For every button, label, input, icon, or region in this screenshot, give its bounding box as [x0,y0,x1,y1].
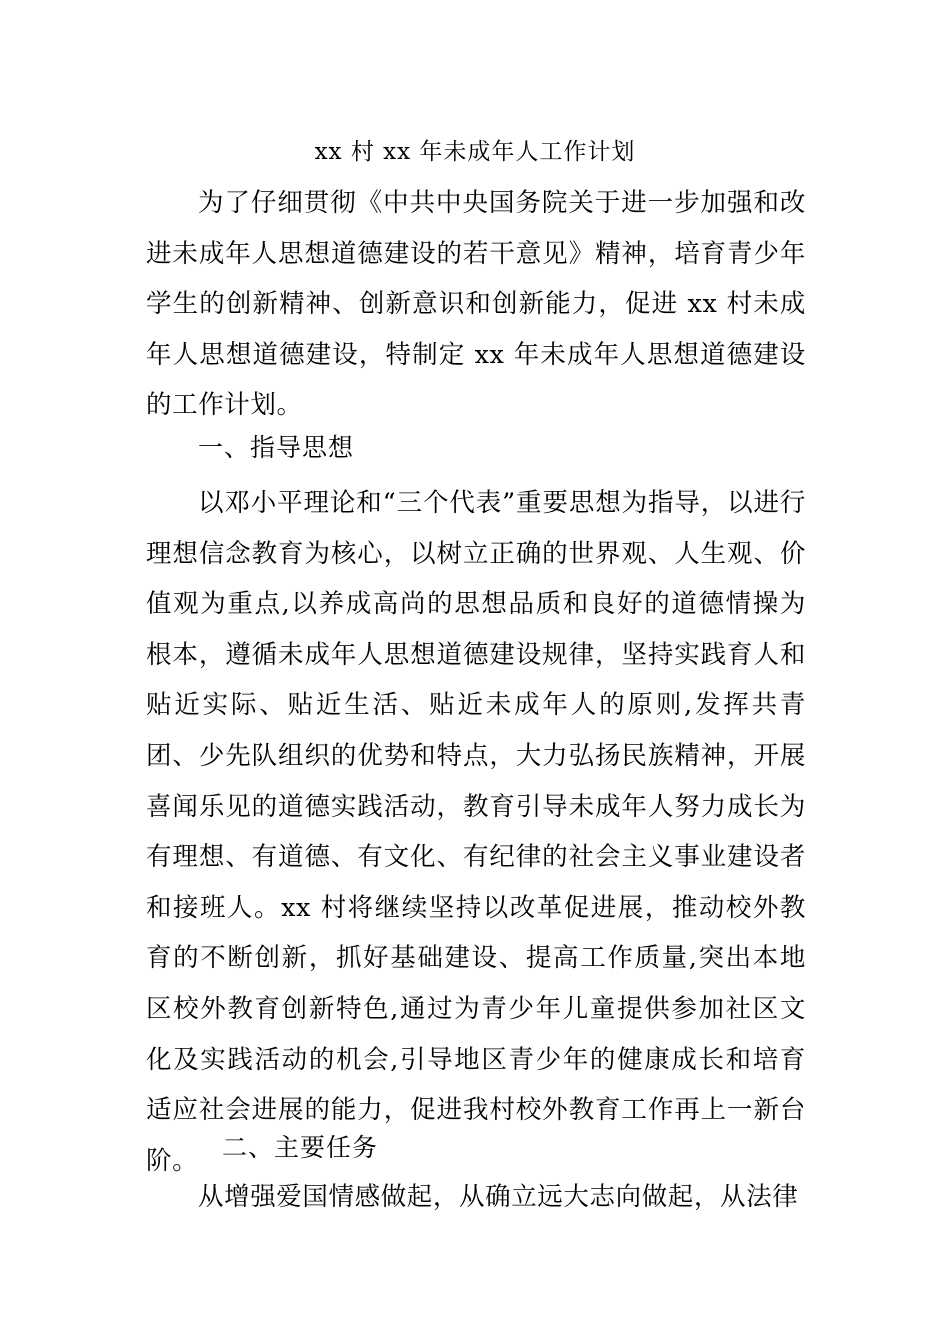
intro-paragraph: 为了仔细贯彻《中共中央国务院关于进一步加强和改进未成年人思想道德建设的若干意见》精神，培育青少年学生的创新精神、创新意识和创新能力，促进 xx 村未成年人思想道德建设，特制定 xx 年未成年人思想道德建设的工作计划。 [146,188,806,421]
main-tasks-paragraph: 从增强爱国情感做起，从确立远大志向做起，从法律 [198,1182,799,1212]
document-title: xx 村 xx 年未成年人工作计划 [314,139,636,165]
guiding-ideology-paragraph: 以邓小平理论和“三个代表”重要思想为指导，以进行理想信念教育为核心，以树立正确的世界观、人生观、价值观为重点,以养成高尚的思想品质和良好的道德情操为根本，遵循未成年人思想道德建设规律，坚持实践育人和贴近实际、贴近生活、贴近未成年人的原则,发挥共青团、少先队组织的优势和特点，大力弘扬民族精神，开展喜闻乐见的道德实践活动，教育引导未成年人努力成长为有理想、有道德、有文化、有纪律的社会主义事业建设者和接班人。xx 村将继续坚持以改革促进展，推动校外教育的不断创新，抓好基础建设、提高工作质量,突出本地区校外教育创新特色,通过为青少年儿童提供参加社区文化及实践活动的机会,引导地区青少年的健康成长和培育适应社会进展的能力，促进我村校外教育工作再上一新台阶。 [146,488,806,1176]
section-heading-guiding-ideology: 一、指导思想 [198,433,355,462]
section-heading-main-tasks: 二、主要任务 [222,1133,379,1162]
